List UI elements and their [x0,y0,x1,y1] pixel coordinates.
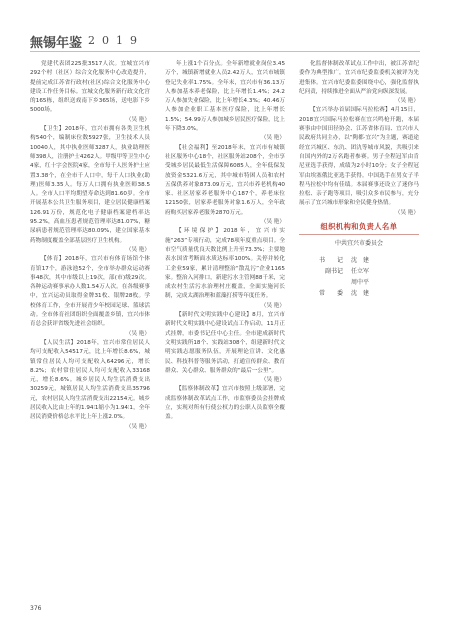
paragraph-supervision-reform: 【监察体制改革】宜兴市按照上级部署，完成监察体制改革试点工作，市监察委员会挂牌成立，实现对所有行使公权力的公职人员监察全覆盖。 [165,386,285,421]
author-credit: （吴 艳） [125,116,150,123]
paragraph: 年上涨1个百分点。全年新增就业岗位3.45万个，城镇新增就业人员2.42万人，宜兴市城镇登记失业率1.75%。全年末，宜兴市有36.13万人参加基本养老保险，比上年增长1.4%；24.2万人参加失业保险，比上年增长4.3%；40.46万人参加企业职工基本医疗保险，比上年增长1.5%；54.99万人参加城乡居民医疗保险，比上年下降3.0%。 [165,61,285,133]
paragraph: 党建代表团225批3517人次。宜城宜兴市292个村（社区）综合文化服务中心改造提升，提前完成江苏省行政村(社区)综合文化服务中心建设工作任务目标。宜城文化服务新行政文化宫的165栋，组织送戏南下乡365场，送电影下乡5000场。 [30,61,150,114]
yearbook-year: 2019 [88,34,144,47]
section-rule [299,234,419,235]
paragraph-sports: 【体育】2018年，宜兴市有体育场馆个体育馆17个，游泳池52个，全市举办群众运动赛事48次，其中市级以上19次，部(市)级29次。各种运动赛事承办人数1.54万人次。在各级赛事中，宜兴运动员取得金牌31枚、银牌28枚。学校体育工作，全市开展青少年校园足球、篮球活动。全市体育社团组织全面覆盖乡镇，宜兴市体育总会获评省级先进社会组织。 [30,256,150,328]
author-credit: （吴 艳） [260,377,285,384]
staff-name: 任立军 [351,267,370,275]
section-title-org: 组织机构和负责人名单 [320,222,398,232]
paragraph-living: 【人民生活】2018年，宜兴市常住居民人均可支配收入54517元，比上年增长8.6%，城镇常住居民人均可支配收入64296元，增长8.2%；农村常住居民人均可支配收入33168元，增长8.6%。城乡居民人均生活消费支出30259元，城镇居民人均生活消费支出35796元，农村居民人均生活消费支出22154元。城乡居民收入比由上年的1.94∶1缩小为1.94∶1，全年居民消费价格总水平比上年上涨2.0%。 [30,339,150,421]
column-left [30,60,150,600]
author-credit: （吴 艳） [260,135,285,142]
author-credit: （吴 艳） [125,246,150,253]
staff-role: 常 委 [318,289,343,297]
paragraph-welfare: 【社会福利】至2018年末，宜兴市有城镇社区服务中心18个，社区服务站208个，全市享受城乡居民最低生活保障6085人，全年低保发放资金5321.6万元，其中城市特困人员和农村五保供养对象873.09万元，宜兴市养老机构40家、社区居家养老服务中心187个，养老床位12150张，居家养老服务对象1.6万人，全年政府购买居家养老服务2870万元。 [165,144,285,216]
paragraph: 化监督体制改革试点工作中出，被江苏省纪委作为典型推广，宜兴市纪委监委机关被评为先进集体。宜兴市纪委监委围绕中心，强化监督执纪问责，持续推进全面从严治党向纵深发展。 [299,61,419,95]
paragraph-health: 【卫生】2018年，宜兴市拥有各类卫生机构540个，编制床位数5927张，卫生技术人员10040人，其中执业医师3287人，执业助理医师398人，注册护士4262人。甲级甲等卫生中心4家，红十字会医院4家，全市每千人医务护士应置3.38个，在全市千人口中，每千人口执业(助理)医师3.35人。每万人口拥有执业医师38.5人。全市人口平均期望寿命达到81.60岁。全市开展基本公共卫生服务项目，建立居民健康档案126.91万份，规范化电子健康档案建档率达95.2%，高血压患者规范管理率达81.07%，糖尿病患者规范管理率达80.09%，建立国家基本药物制度覆盖全部基层医疗卫生机构。 [30,126,151,244]
staff-row [299,288,419,299]
staff-role: 副书记 [324,267,343,275]
column-middle [165,60,285,600]
staff-role: 书 记 [318,256,343,264]
author-credit: （吴 艳） [394,98,419,105]
staff-row [299,255,419,266]
staff-list [299,255,419,299]
staff-name: 沈 建 [351,256,370,264]
author-credit: （吴 艳） [260,219,285,226]
org-name: 中共宜兴市委员会 [334,240,383,248]
yearbook-logo: 無锡年鉴 [30,36,83,51]
page-number: 376 [30,605,42,612]
staff-role [299,277,351,288]
page-header [30,32,420,56]
author-credit: （吴 艳） [125,330,150,337]
paragraph-marathon: 【宜兴举办首届国际马拉松赛】4月15日，2018宜兴国际马拉松赛在宜兴鸣枪开跑，本届赛事由中国田径协会、江苏省体育局、宜兴市人民政府共同主办，以“陶都·宜兴”为主题，赛道途经宜兴城区、东氿、团氿等城市风貌，共吸引来自国内外的2万名跑者参赛。男子全程冠军由肯尼亚选手获得，成绩为2小时10分；女子全程冠军由埃塞俄比亚选手获得。中国选手在男女子半程马拉松中均有佳绩。本届赛事还设立了迷你马拉松、亲子跑等项目，吸引众多市民参与，充分展示了宜兴城市形象和全民健身热情。 [299,107,419,207]
staff-name: 沈 建 [351,289,370,297]
paragraph-environment: 【环境保护】2018年，宜兴市实施“263”专项行动，完成78项年度重点项目。全市空气质量优良天数比例上升至73.3%；主要地表水国省考断面水质达标率100%。关停并转化工企业59家，累计清理整治“散乱污”企业1165家。整治入河排口，新建污水主管网88千米，完成农村生活污水治理村庄覆盖，全面实施河长制，完成太湖治理和蓝藻打捞等年度任务。 [165,228,285,300]
author-credit: （吴 艳） [260,302,285,309]
header-rule [30,51,420,52]
staff-name: 周中平 [351,278,370,286]
column-right [299,60,419,600]
author-credit: （吴 艳） [125,423,150,430]
paragraph-civilization-center: 【新时代文明实践中心建设】8月，宜兴市新时代文明实践中心建设试点工作启动，11月正式挂牌，市委书记任中心主任。全市建成新时代文明实践所18个、实践站308个，组建新时代文明实践志愿服务队伍，开展理论宣讲、文化惠民、科技科普等服务活动，打通宣传群众、教育群众、关心群众、服务群众的“最后一公里”。 [165,312,285,374]
author-credit: （吴 艳） [394,209,419,216]
staff-row [299,277,419,288]
staff-row [299,266,419,277]
